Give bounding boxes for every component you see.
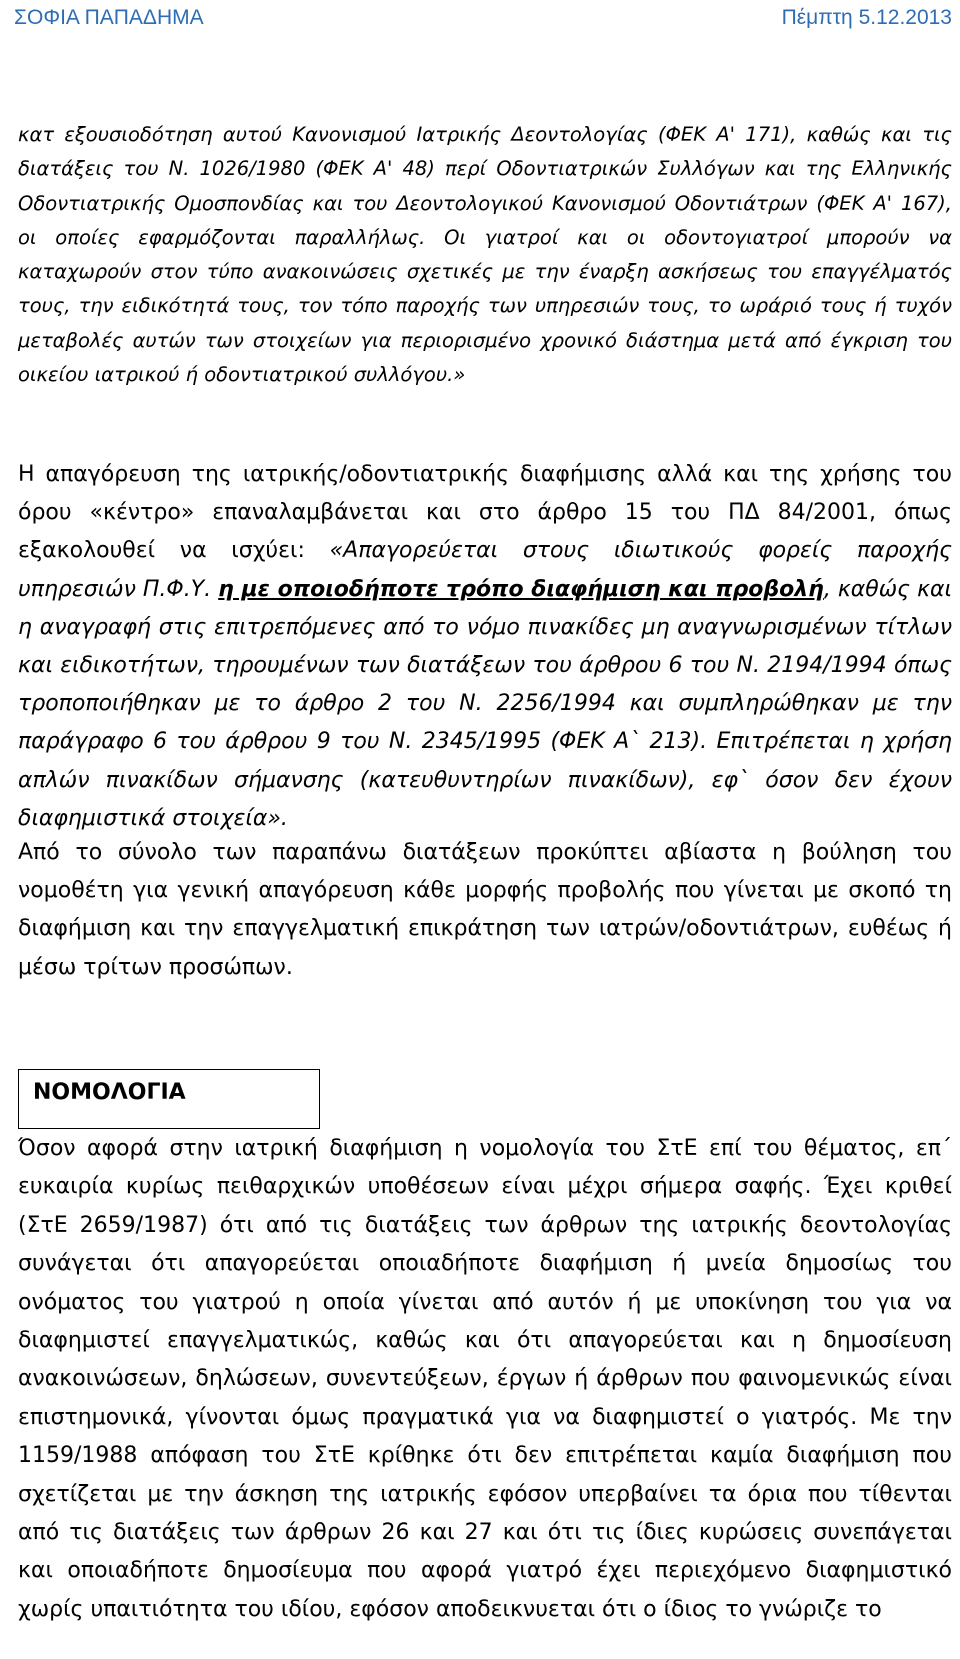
paragraph-advertising-ban <box>18 456 952 838</box>
quoted-law-text-continued: , καθώς και η αναγραφή στις επιτρεπόμενες από το νόμο πινακίδες μη αναγνωρισμένων τίτλων και ειδικοτήτων, τηρουμένων των διατάξεων του άρθρου 6 του Ν. 2194/1994 όπως τροποποιήθηκαν με το άρθρο 2 του Ν. 2256/1994 και συμπληρώθηκαν με την παράγραφο 6 του άρθρου 9 του Ν. 2345/1995 (ΦΕΚ Α` 213). Επιτρέπεται η χρήση απλών πινακίδων σήμανσης (κατευθυντηρίων πινακίδων), εφ` όσον δεν έχουν διαφημιστικά στοιχεία». <box>18 576 952 831</box>
header-date: Πέμπτη 5.12.2013 <box>781 6 952 29</box>
paragraph-text: Η απαγόρευση της ιατρικής/οδοντιατρικής διαφήμισης αλλά και της χρήσης του όρου «κέντρο» επαναλαμβάνεται και στο άρθρο 15 του ΠΔ 84/2001, όπως εξακολουθεί να ισχύει: <box>18 462 952 564</box>
section-title-box <box>18 1069 320 1129</box>
emphasized-phrase: η με οποιοδήποτε τρόπο διαφήμιση και προβολή <box>218 576 824 602</box>
quoted-law-text: «Απαγορεύεται στους ιδιωτικούς φορείς παροχής υπηρεσιών Π.Φ.Υ. <box>18 538 953 602</box>
paragraph-conclusion: Από το σύνολο των παραπάνω διατάξεων προκύπτει αβίαστα η βούληση του νομοθέτη για γενική απαγόρευση κάθε μορφής προβολής που γίνεται με σκοπό τη διαφήμιση και την επαγγελματική επικράτηση των ιατρών/οδοντιάτρων, ευθέως ή μέσω τρίτων προσώπων. <box>18 840 952 980</box>
paragraph-regulation-quote: κατ εξουσιοδότηση αυτού Κανονισμού Ιατρικής Δεοντολογίας (ΦΕΚ Α' 171), καθώς και τις διατάξεις του Ν. 1026/1980 (ΦΕΚ Α' 48) περί Οδοντιατρικών Συλλόγων και της Ελληνικής Οδοντιατρικής Ομοσπονδίας και του Δεοντολογικού Κανονισμού Οδοντιάτρων (ΦΕΚ Α' 167), οι οποίες εφαρμόζονται παραλλήλως. Οι γιατροί και οι οδοντογιατροί μπορούν να καταχωρούν στον τύπο ανακοινώσεις σχετικές με την έναρξη ασκήσεως του επαγγέλματός τους, την ειδικότητά τους, τον τόπο παροχής των υπηρεσιών τους, το ωράριό τους ή τυχόν μεταβολές αυτών των στοιχείων για περιορισμένο χρονικό διάστημα μετά από έγκριση του οικείου ιατρικού ή οδοντιατρικού συλλόγου.» <box>18 123 952 387</box>
header-author: ΣΟΦΙΑ ΠΑΠΑΔΗΜΑ <box>14 6 204 29</box>
section-title: ΝΟΜΟΛΟΓΙΑ <box>33 1080 186 1105</box>
page-header <box>0 0 960 44</box>
paragraph-case-law: Όσον αφορά στην ιατρική διαφήμιση η νομολογία του ΣτΕ επί του θέματος, επ΄ ευκαιρία κυρίως πειθαρχικών υποθέσεων είναι μέχρι σήμερα σαφής. Έχει κριθεί (ΣτΕ 2659/1987) ότι από τις διατάξεις των άρθρων της ιατρικής δεοντολογίας συνάγεται ότι απαγορεύεται οποιαδήποτε διαφήμιση ή μνεία δημοσίως του ονόματος του γιατρού η οποία γίνεται από αυτόν ή με υποκίνηση του για να διαφημιστεί επαγγελματικώς, καθώς και ότι απαγορεύεται και η δημοσίευση ανακοινώσεων, δηλώσεων, συνεντεύξεων, έργων ή άρθρων που φαινομενικώς είναι επιστημονικά, γίνονται όμως πραγματικά για να διαφημιστεί ο γιατρός. Με την 1159/1988 απόφαση του ΣτΕ κρίθηκε ότι δεν επιτρέπεται καμία διαφήμιση που σχετίζεται με την άσκηση της ιατρικής εφόσον υπερβαίνει τα όρια που τίθενται από τις διατάξεις των άρθρων 26 και 27 και ότι τις ίδιες κυρώσεις συνεπάγεται και οποιαδήποτε δημοσίευμα που αφορά γιατρό έχει περιεχόμενο διαφημιστικό χωρίς υπαιτιότητα του ιδίου, εφόσον αποδεικνυεται ότι ο ίδιος το γνώριζε το <box>18 1136 952 1622</box>
